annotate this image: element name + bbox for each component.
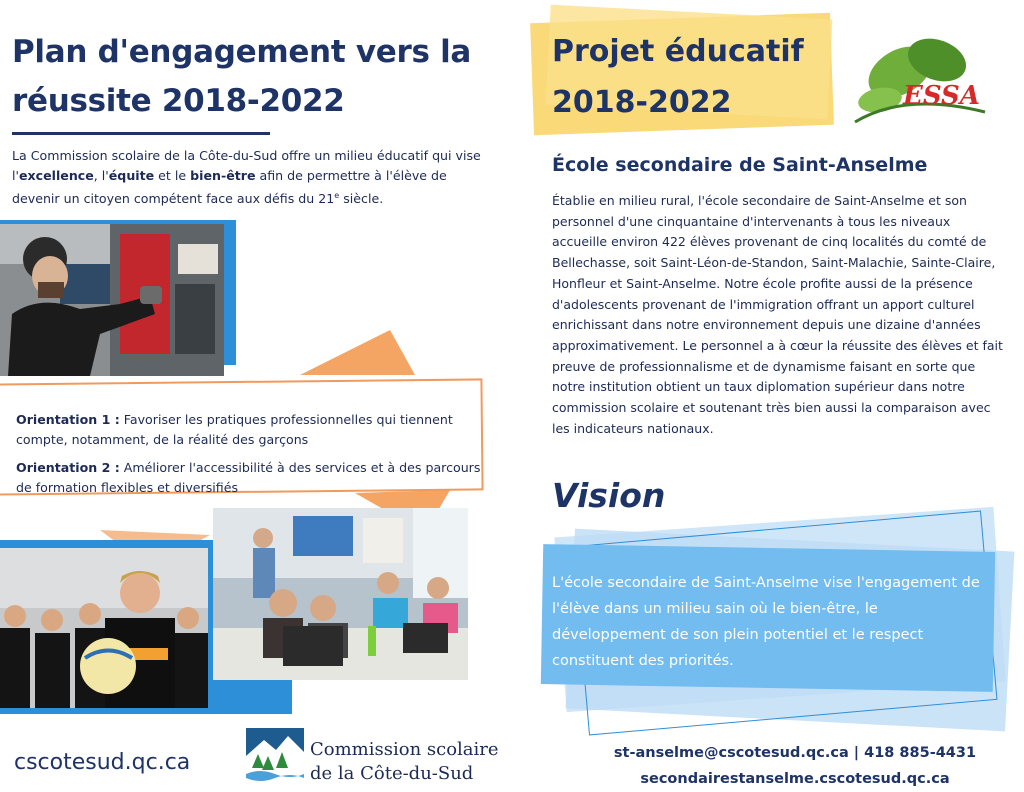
orientations xyxy=(16,410,486,506)
classroom-photo xyxy=(213,508,468,680)
intro-bien-etre: bien-être xyxy=(190,168,256,183)
intro-text-1: La Commission scolaire de la Côte-du-Sud offre un milieu éducatif qui vise l' xyxy=(12,148,481,183)
intro-text-3: et le xyxy=(154,168,191,183)
intro-text-2: , l' xyxy=(93,168,109,183)
intro-text-5: siècle. xyxy=(339,191,384,207)
right-title-line2: 2018-2022 xyxy=(552,85,732,120)
vision-title: Vision xyxy=(552,476,666,515)
orientation-2-label: Orientation 2 : xyxy=(16,460,120,475)
workshop-photo xyxy=(0,224,224,376)
volleyball-team-photo xyxy=(0,548,208,708)
orientation-2 xyxy=(16,458,486,498)
csds-logo-icon xyxy=(246,728,304,784)
intro-excellence: excellence xyxy=(18,168,94,183)
school-name: École secondaire de Saint-Anselme xyxy=(552,154,928,176)
school-description: Établie en milieu rural, l'école secondaire de Saint-Anselme et son personnel d'une cinquantaine d'intervenants à tous les niveaux accueille environ 422 élèves provenant de cinq localités du comté de Bellechasse, soit Saint-Léon-de-Standon, Saint-Malachie, Sainte-Claire, Honfleur et Saint-Anselme. Notre école profite aussi de la présence d'adolescents provenant de l'immigration offrant un apport culturel enrichissant dans notre environnement depuis une dizaine d'années approximativement. Le personnel a à cœur la réussite des élèves et fait preuve de professionnalisme et de dynamisme faisant en sorte que notre institution obtient un taux diplomation supérieur dans notre commission scolaire et soutenant très bien aussi la comparaison avec les indicateurs nationaux. xyxy=(552,193,1003,436)
orientation-2-text: Améliorer l'accessibilité à des services et à des parcours de formation flexibles et diversifiés xyxy=(16,460,481,495)
intro-paragraph xyxy=(12,146,482,209)
contact-email-phone[interactable]: st-anselme@cscotesud.qc.ca | 418 885-4431 xyxy=(613,745,977,761)
orientation-1-label: Orientation 1 : xyxy=(16,412,120,427)
footer-website-left[interactable]: cscotesud.qc.ca xyxy=(14,750,191,775)
vision-text: L'école secondaire de Saint-Anselme vise l'engagement de l'élève dans un milieu sain où le bien-être, le développement de son plein potentiel et le respect constituent des priorités. xyxy=(552,575,980,669)
left-title-line2: réussite 2018-2022 xyxy=(12,83,345,119)
left-title xyxy=(12,28,512,126)
csds-line1: Commission scolaire xyxy=(310,739,499,760)
csds-logo-text xyxy=(310,738,499,786)
essa-logo-text: ESSA xyxy=(903,81,980,111)
intro-equite: équite xyxy=(108,168,155,183)
title-divider xyxy=(12,132,270,135)
essa-logo xyxy=(845,22,1001,134)
left-title-line1: Plan d'engagement vers la xyxy=(12,34,472,70)
intro-sup: e xyxy=(334,191,340,200)
orientation-1-text: Favoriser les pratiques professionnelles qui tiennent compte, notamment, de la réalité des garçons xyxy=(16,412,453,447)
right-title xyxy=(552,26,842,128)
footer-contact xyxy=(610,740,980,792)
orange-triangle-top xyxy=(300,330,420,380)
intro-text-4: afin de permettre à l'élève de devenir un citoyen compétent face aux défis du 21 xyxy=(12,168,447,207)
orientation-1 xyxy=(16,410,486,450)
right-title-line1: Projet éducatif xyxy=(552,34,804,69)
contact-website[interactable]: secondairestanselme.cscotesud.qc.ca xyxy=(640,771,950,787)
csds-line2: de la Côte-du-Sud xyxy=(310,763,474,784)
